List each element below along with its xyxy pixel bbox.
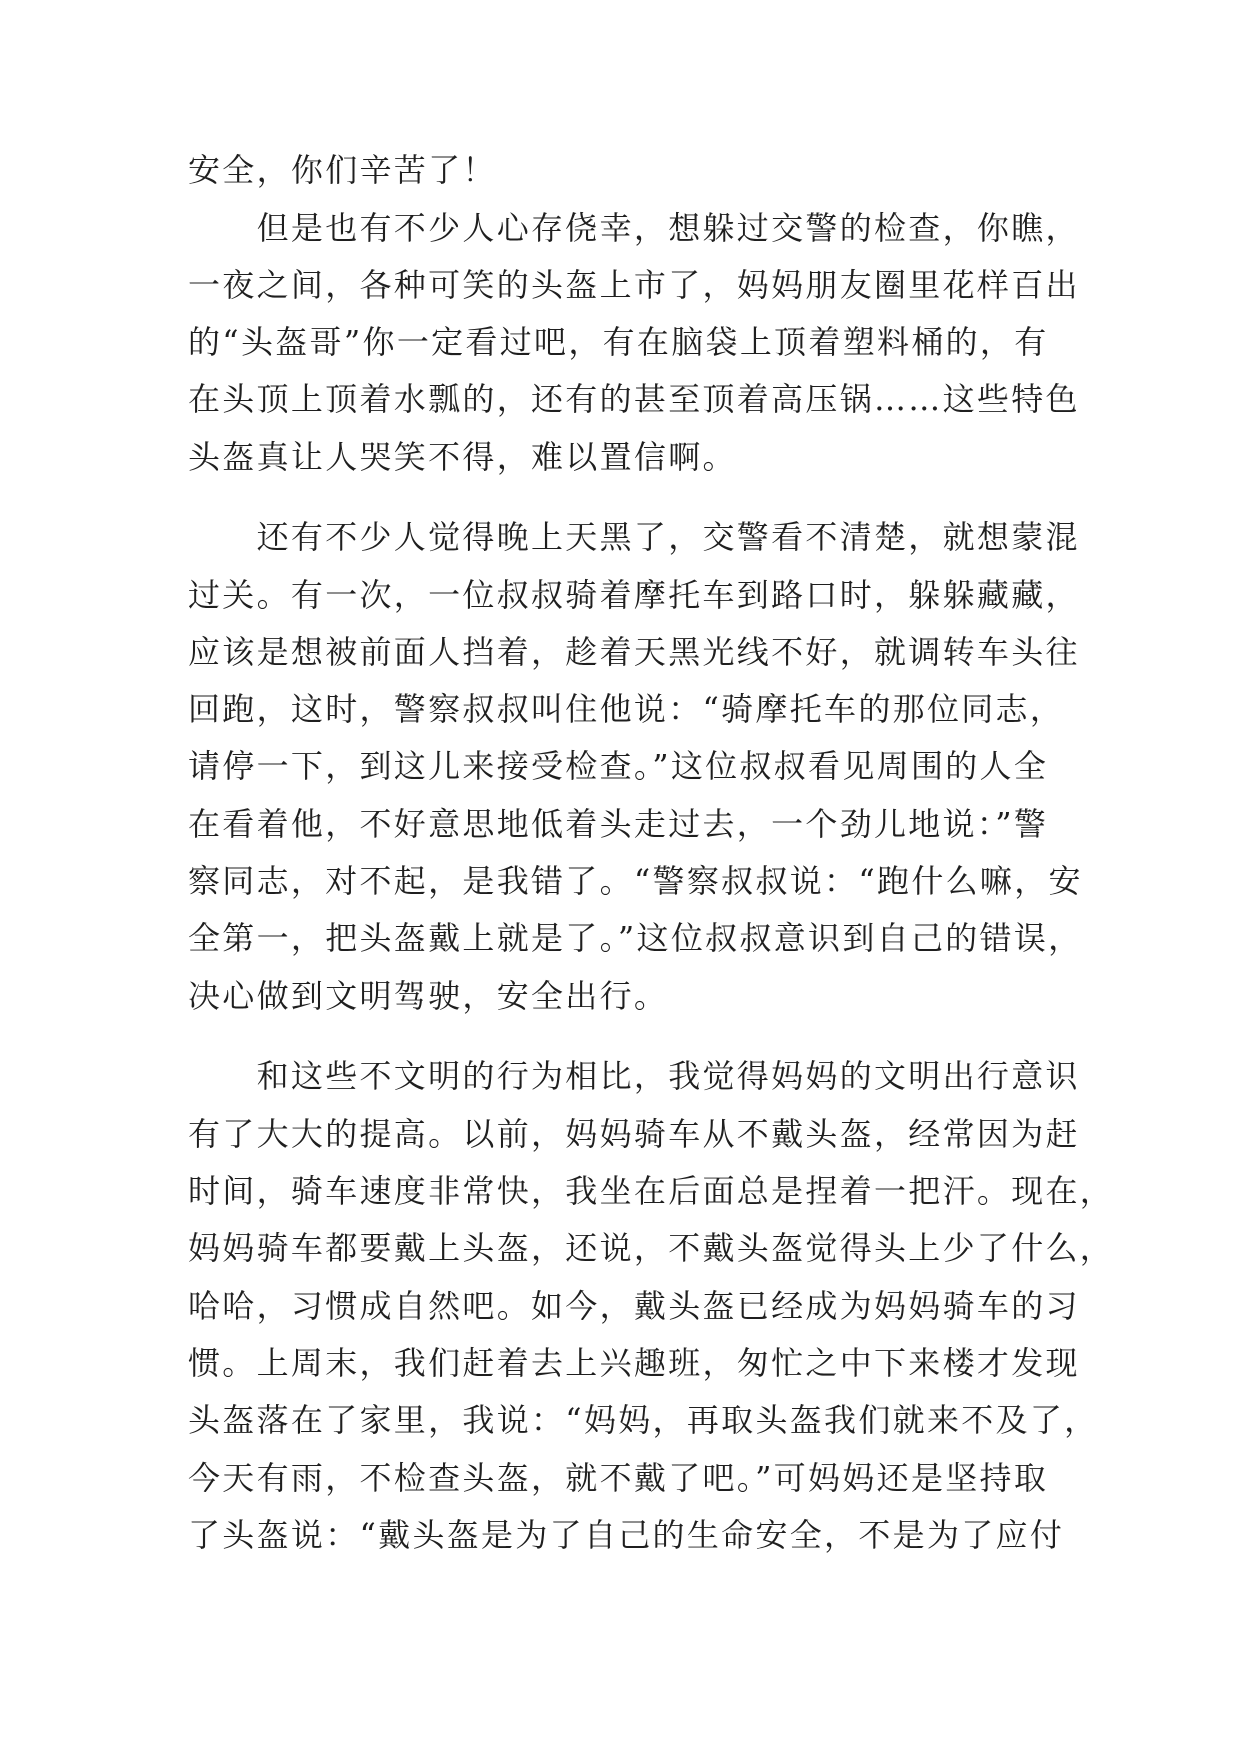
- text-line: 请停一下，到这儿来接受检查。”这位叔叔看见周围的人全: [188, 747, 1049, 785]
- text-line: 察同志，对不起，是我错了。“警察叔叔说：“跑什么嘛，安: [188, 862, 1083, 900]
- text-line: 过关。有一次，一位叔叔骑着摩托车到路口时，躲躲藏藏，: [188, 576, 1080, 614]
- text-line: 决心做到文明驾驶，安全出行。: [188, 977, 669, 1015]
- text-line: 头盔落在了家里，我说：“妈妈，再取头盔我们就来不及了，: [188, 1401, 1099, 1439]
- text-line: 的“头盔哥”你一定看过吧，有在脑袋上顶着塑料桶的，有: [188, 323, 1049, 361]
- text-line: 哈哈，习惯成自然吧。如今，戴头盔已经成为妈妈骑车的习: [188, 1287, 1080, 1325]
- text-line: 时间，骑车速度非常快，我坐在后面总是捏着一把汗。现在，: [188, 1172, 1115, 1210]
- text-line: 惯。上周末，我们赶着去上兴趣班，匆忙之中下来楼才发现: [188, 1344, 1080, 1382]
- text-line: 全第一，把头盔戴上就是了。”这位叔叔意识到自己的错误，: [188, 919, 1083, 957]
- text-line: 回跑，这时，警察叔叔叫住他说：“骑摩托车的那位同志，: [188, 690, 1065, 728]
- text-line: 在看着他，不好意思地低着头走过去，一个劲儿地说：”警: [188, 805, 1049, 843]
- text-line: 有了大大的提高。以前，妈妈骑车从不戴头盔，经常因为赶: [188, 1115, 1080, 1153]
- text-line: 了头盔说：“戴头盔是为了自己的生命安全，不是为了应付: [188, 1516, 1065, 1554]
- text-line: 应该是想被前面人挡着，趁着天黑光线不好，就调转车头往: [188, 633, 1080, 671]
- text-line: 在头顶上顶着水瓢的，还有的甚至顶着高压锅……这些特色: [188, 380, 1080, 418]
- text-line: 今天有雨，不检查头盔，就不戴了吧。”可妈妈还是坚持取: [188, 1459, 1049, 1497]
- text-line: 但是也有不少人心存侥幸，想躲过交警的检查，你瞧，: [188, 209, 1080, 247]
- text-line: 安全，你们辛苦了！: [188, 151, 497, 189]
- text-line: 头盔真让人哭笑不得，难以置信啊。: [188, 438, 737, 476]
- text-line: 还有不少人觉得晚上天黑了，交警看不清楚，就想蒙混: [188, 518, 1080, 556]
- text-line: 一夜之间，各种可笑的头盔上市了，妈妈朋友圈里花样百出: [188, 266, 1080, 304]
- text-line: 妈妈骑车都要戴上头盔，还说，不戴头盔觉得头上少了什么，: [188, 1229, 1115, 1267]
- text-line: 和这些不文明的行为相比，我觉得妈妈的文明出行意识: [188, 1057, 1080, 1095]
